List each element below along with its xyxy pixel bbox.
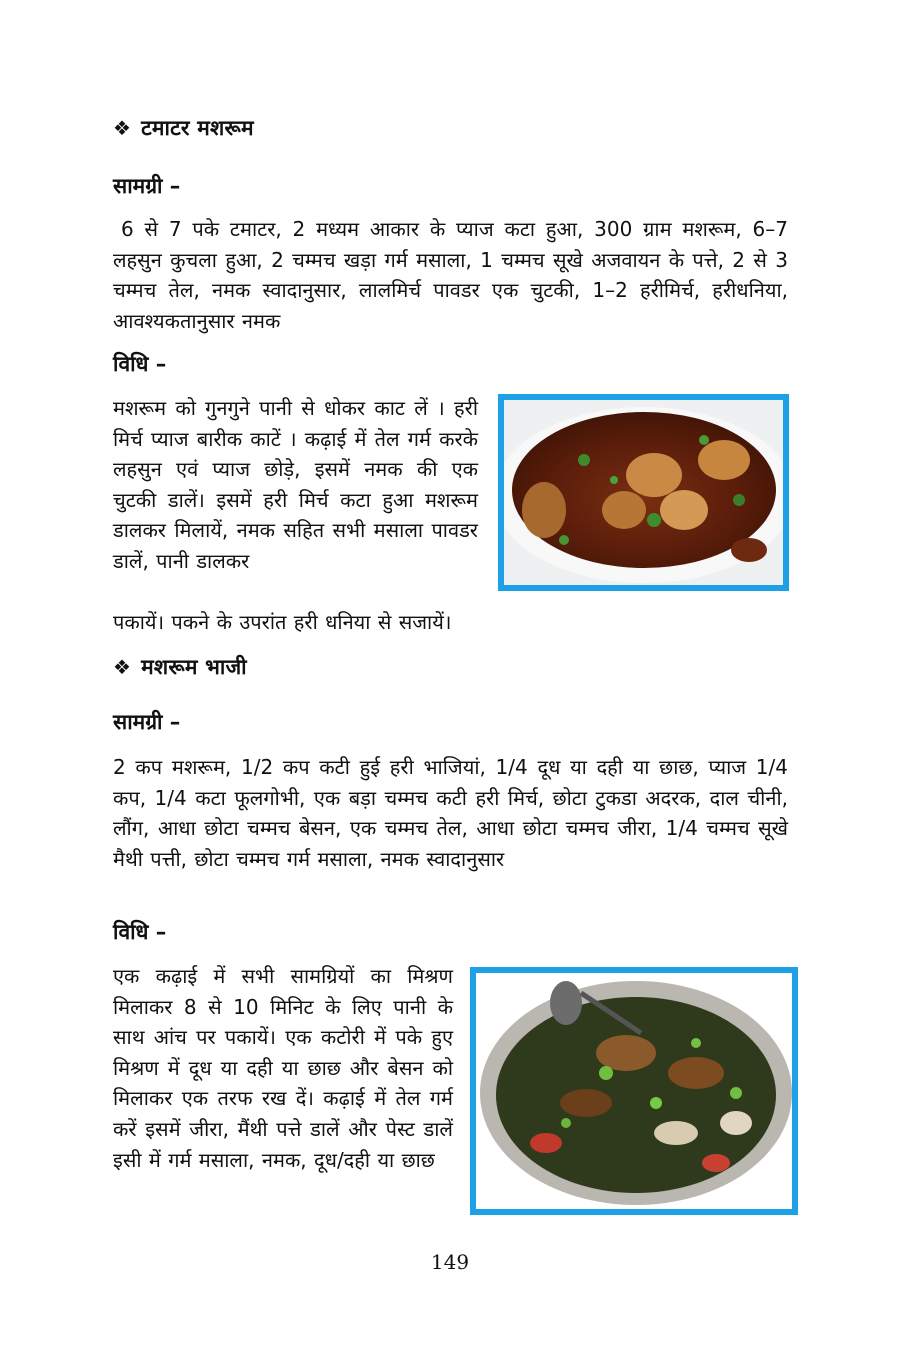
recipe2-ingredients: 2 कप मशरूम, 1/2 कप कटी हुई हरी भाजियां, 1/4 दूध या दही या छाछ, प्याज 1/4 कप, 1/4 कटा फूलगोभी, एक बड़ा चम्मच कटी हरी मिर्च, छोटा टुकडा अदरक, दाल चीनी, लौंग, आधा छोटा चम्मच बेसन, एक चम्मच तेल, आधा छोटा चम्मच जीरा, 1/4 चम्मच सूखे मैथी पत्ती, छोटा चम्मच गर्म मसाला, नमक स्वादानुसार (113, 755, 788, 871)
diamond-bullet-icon: ❖ (113, 655, 132, 679)
recipe1-method: मशरूम को गुनगुने पानी से धोकर काट लें । हरी मिर्च प्याज बारीक काटें । कढ़ाई में तेल गर्म करके लहसुन एवं प्याज छोड़े, इसमें नमक की एक चुटकी डालें। इसमें हरी मिर्च कटा हुआ मशरूम डालकर मिलायें, नमक सहित सभी मसाला पावडर डालें, पानी डालकर (113, 396, 478, 573)
recipe1-ingredients-label: सामग्री – (113, 174, 181, 198)
tomato-mushroom-dish-image (504, 400, 783, 585)
recipe2-method-label: विधि – (113, 920, 167, 944)
recipe1-method-label: विधि – (113, 352, 167, 376)
mushroom-bhaji-photo (470, 967, 798, 1215)
page-number: 149 (430, 1250, 470, 1274)
recipe1-ingredients: 6 से 7 पके टमाटर, 2 मध्यम आकार के प्याज कटा हुआ, 300 ग्राम मशरूम, 6–7 लहसुन कुचला हुआ, 2 चम्मच खड़ा गर्म मसाला, 1 चम्मच सूखे अजवायन के पत्ते, 2 से 3 चम्मच तेल, नमक स्वादानुसार, लालमिर्च पावडर एक चुटकी, 1–2 हरीमिर्च, हरीधनिया, आवश्यकतानुसार नमक (113, 217, 788, 333)
diamond-bullet-icon: ❖ (113, 116, 132, 140)
recipe2-title (113, 653, 247, 681)
recipe2-method: एक कढ़ाई में सभी सामग्रियों का मिश्रण मिलाकर 8 से 10 मिनिट के लिए पानी के साथ आंच पर पकायें। एक कटोरी में पके हुए मिश्रण में दूध या दही या छाछ और बेसन को मिलाकर एक तरफ रख दें। कढ़ाई में तेल गर्म करें इसमें जीरा, मैंथी पत्ते डालें और पेस्ट डालें इसी में गर्म मसाला, नमक, दूध/दही या छाछ (113, 964, 453, 1172)
recipe1-method-end: पकायें। पकने के उपरांत हरी धनिया से सजायें। (113, 610, 452, 634)
recipe2-ingredients-label: सामग्री – (113, 710, 181, 734)
recipe1-title-text: टमाटर मशरूम (141, 116, 254, 140)
recipe2-title-text: मशरूम भाजी (141, 655, 247, 679)
recipe1-title (113, 114, 254, 142)
tomato-mushroom-photo (498, 394, 789, 591)
mushroom-bhaji-dish-image (476, 973, 792, 1209)
